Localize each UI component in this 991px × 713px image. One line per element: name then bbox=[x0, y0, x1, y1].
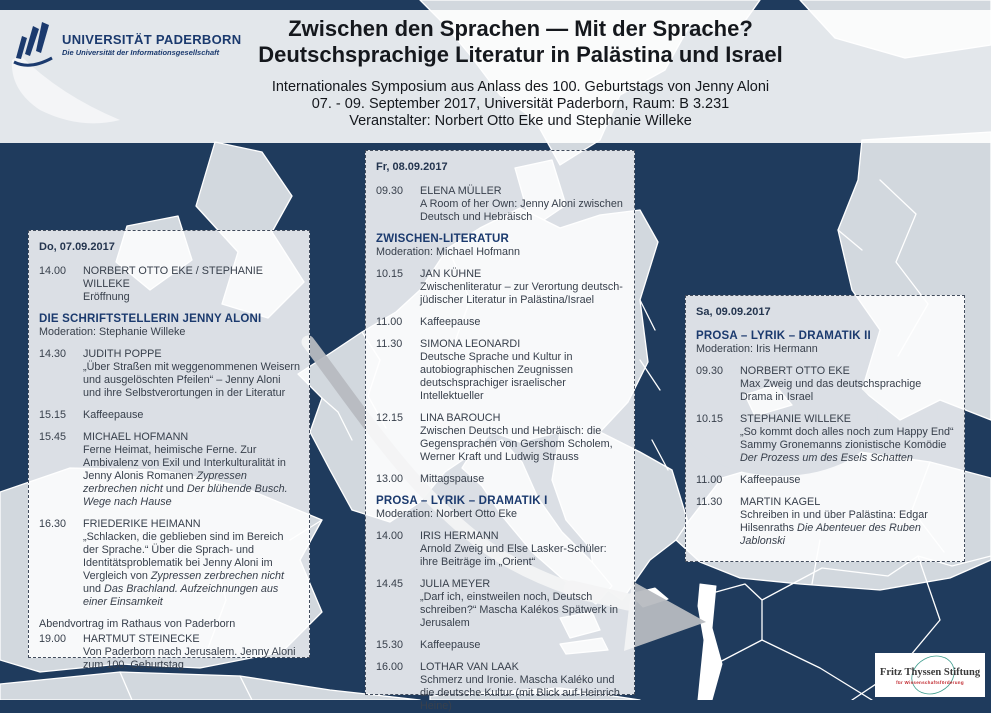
talk-description: „Darf ich, einstweilen noch, Deutsch schreiben?“ Mascha Kalékos Spätwerk in Jerusalem bbox=[420, 591, 619, 629]
session-title: DIE SCHRIFTSTELLERIN JENNY ALONI bbox=[39, 313, 262, 325]
entry-time: 13.00 bbox=[376, 473, 404, 485]
talk-description: Arnold Zweig und Else Lasker-Schüler: ihre Beiträge im „Orient“ bbox=[420, 543, 607, 568]
session-moderation: Moderation: Norbert Otto Eke bbox=[376, 508, 518, 520]
talk-description: Zwischen Deutsch und Hebräisch: die Gegensprachen von Gershom Scholem, Werner Kraft und Ludwig Strauss bbox=[420, 425, 613, 463]
entry-time: 14.30 bbox=[39, 348, 67, 360]
subtitle-line3: Veranstalter: Norbert Otto Eke und Stephanie Willeke bbox=[349, 113, 692, 129]
entry-time: 12.15 bbox=[376, 412, 404, 424]
university-name: UNIVERSITÄT PADERBORN bbox=[62, 32, 242, 47]
entry-time: 15.30 bbox=[376, 639, 404, 651]
talk-description: A Room of her Own: Jenny Aloni zwischen Deutsch und Hebräisch bbox=[420, 198, 623, 223]
session-title: PROSA – LYRIK – DRAMATIK II bbox=[696, 330, 871, 342]
paderborn-logo-icon bbox=[10, 18, 60, 74]
entry-time: 09.30 bbox=[376, 185, 404, 197]
column-date: Sa, 09.09.2017 bbox=[696, 306, 771, 318]
talk-description: „So kommt doch alles noch zum Happy End“ Sammy Gronemanns zionistische Komödie Der Prozess um des Esels Schatten bbox=[740, 426, 954, 464]
entry-time: 09.30 bbox=[696, 365, 724, 377]
program-panel-thursday bbox=[28, 230, 310, 671]
entry-time: 11.30 bbox=[376, 338, 403, 350]
talk-speaker: NORBERT OTTO EKE bbox=[740, 365, 850, 377]
pause-label: Kaffeepause bbox=[83, 409, 144, 421]
pause-label: Kaffeepause bbox=[420, 639, 481, 651]
entry-time: 19.00 bbox=[39, 633, 67, 645]
entry-time: 15.45 bbox=[39, 431, 67, 443]
pause-entry bbox=[376, 639, 626, 652]
talk-speaker: IRIS HERMANN bbox=[420, 530, 499, 542]
talk-entry bbox=[696, 365, 956, 404]
entry-time: 16.30 bbox=[39, 518, 67, 530]
sponsor-logo-box bbox=[875, 653, 985, 697]
university-tagline: Die Universität der Informationsgesellschaft bbox=[62, 48, 220, 57]
talk-entry bbox=[696, 413, 956, 465]
talk-description: „Schlacken, die geblieben sind im Bereich der Sprache.“ Über die Sprach- und Identitätsproblematik bei Jenny Aloni im Vergleich von Zypressen zerbrechen nicht und Das Brachland. Aufzeichnungen aus einer Einsamkeit bbox=[83, 531, 285, 608]
session-header bbox=[376, 233, 626, 259]
pause-label: Kaffeepause bbox=[420, 316, 481, 328]
session-moderation: Moderation: Iris Hermann bbox=[696, 343, 818, 355]
subtitle-line1: Internationales Symposium aus Anlass des 100. Geburtstags von Jenny Aloni bbox=[271, 79, 770, 95]
pause-label: Mittagspause bbox=[420, 473, 485, 485]
sponsor-name: Fritz Thyssen Stiftung bbox=[879, 667, 981, 678]
poster-title-line2: Deutschsprachige Literatur in Palästina und Israel bbox=[258, 42, 783, 67]
column-date: Fr, 08.09.2017 bbox=[376, 161, 448, 173]
entry-time: 11.30 bbox=[696, 496, 723, 508]
talk-speaker: JUDITH POPPE bbox=[83, 348, 162, 360]
program-panel-saturday bbox=[685, 295, 965, 562]
talk-speaker: MICHAEL HOFMANN bbox=[83, 431, 189, 443]
pause-entry bbox=[39, 409, 301, 422]
talk-speaker: LINA BAROUCH bbox=[420, 412, 501, 424]
talk-entry bbox=[376, 578, 626, 630]
talk-speaker: STEPHANIE WILLEKE bbox=[740, 413, 852, 425]
talk-description: Deutsche Sprache und Kultur in autobiographischen Zeugnissen deutschsprachiger israelischer Intellektueller bbox=[420, 351, 574, 402]
talk-speaker: SIMONA LEONARDI bbox=[420, 338, 521, 350]
talk-entry bbox=[696, 496, 956, 548]
poster-title-line1: Zwischen den Sprachen — Mit der Sprache? bbox=[288, 16, 753, 41]
talk-entry bbox=[376, 185, 626, 224]
entry-time: 14.45 bbox=[376, 578, 404, 590]
talk-entry bbox=[376, 338, 626, 403]
talk-description: Ferne Heimat, heimische Ferne. Zur Ambivalenz von Exil und Interkulturalität in Jenny Alonis Romanen Zypressen zerbrechen nicht und Der blühende Busch. Wege nach Hause bbox=[83, 444, 288, 508]
talk-entry bbox=[39, 633, 301, 672]
column-date: Do, 07.09.2017 bbox=[39, 241, 115, 253]
session-header bbox=[696, 330, 956, 356]
entry-time: 14.00 bbox=[39, 265, 67, 277]
talk-entry bbox=[376, 661, 626, 713]
entry-time: 11.00 bbox=[696, 474, 723, 486]
talk-entry bbox=[39, 265, 301, 304]
talk-speaker: NORBERT OTTO EKE / STEPHANIE WILLEKE bbox=[83, 265, 263, 290]
session-moderation: Moderation: Stephanie Willeke bbox=[39, 326, 186, 338]
talk-speaker: HARTMUT STEINECKE bbox=[83, 633, 200, 645]
talk-entry bbox=[376, 412, 626, 464]
subtitle-line2: 07. - 09. September 2017, Universität Paderborn, Raum: B 3.231 bbox=[311, 96, 730, 112]
talk-speaker: LOTHAR VAN LAAK bbox=[420, 661, 519, 673]
poster-header bbox=[0, 10, 991, 143]
program-note: Abendvortrag im Rathaus von Paderborn bbox=[39, 618, 236, 630]
entry-time: 16.00 bbox=[376, 661, 404, 673]
talk-speaker: FRIEDERIKE HEIMANN bbox=[83, 518, 201, 530]
entry-time: 10.15 bbox=[696, 413, 724, 425]
talk-description: „Über Straßen mit weggenommenen Weisern und ausgelöschten Pfeilen“ – Jenny Aloni und ihre Selbstverortungen in der Literatur bbox=[83, 361, 301, 399]
talk-speaker: JAN KÜHNE bbox=[420, 268, 482, 280]
talk-entry bbox=[376, 530, 626, 569]
talk-description: Von Paderborn nach Jerusalem. Jenny Aloni zum 100. Geburtstag bbox=[83, 646, 296, 671]
talk-description: Schreiben in und über Palästina: Edgar Hilsenraths Die Abenteuer des Ruben Jablonski bbox=[740, 509, 928, 547]
session-header bbox=[376, 495, 626, 521]
talk-entry bbox=[39, 348, 301, 400]
entry-time: 11.00 bbox=[376, 316, 403, 328]
talk-description: Eröffnung bbox=[83, 291, 130, 303]
sponsor-tagline: für Wissenschaftsförderung bbox=[896, 680, 964, 685]
talk-speaker: JULIA MEYER bbox=[420, 578, 491, 590]
program-panel-friday bbox=[365, 150, 635, 712]
talk-description: Zwischenliteratur – zur Verortung deutsch-jüdischer Literatur in Palästina/Israel bbox=[420, 281, 623, 306]
session-header bbox=[39, 313, 301, 339]
session-title: PROSA – LYRIK – DRAMATIK I bbox=[376, 495, 548, 507]
talk-speaker: ELENA MÜLLER bbox=[420, 185, 502, 197]
session-title: ZWISCHEN-LITERATUR bbox=[376, 233, 510, 245]
talk-description: Max Zweig und das deutschsprachige Drama in Israel bbox=[740, 378, 922, 403]
poster-subtitle bbox=[180, 79, 861, 130]
talk-entry bbox=[39, 518, 301, 609]
session-moderation: Moderation: Michael Hofmann bbox=[376, 246, 521, 258]
pause-entry bbox=[376, 316, 626, 329]
talk-description: Schmerz und Ironie. Mascha Kaléko und die deutsche Kultur (mit Blick auf Heinrich Heine) bbox=[420, 674, 620, 712]
poster-titles bbox=[180, 16, 861, 130]
entry-time: 15.15 bbox=[39, 409, 67, 421]
pause-entry bbox=[376, 473, 626, 486]
talk-entry bbox=[376, 268, 626, 307]
entry-time: 10.15 bbox=[376, 268, 404, 280]
talk-entry bbox=[39, 431, 301, 509]
pause-label: Kaffeepause bbox=[740, 474, 801, 486]
talk-speaker: MARTIN KAGEL bbox=[740, 496, 821, 508]
entry-time: 14.00 bbox=[376, 530, 404, 542]
pause-entry bbox=[696, 474, 956, 487]
